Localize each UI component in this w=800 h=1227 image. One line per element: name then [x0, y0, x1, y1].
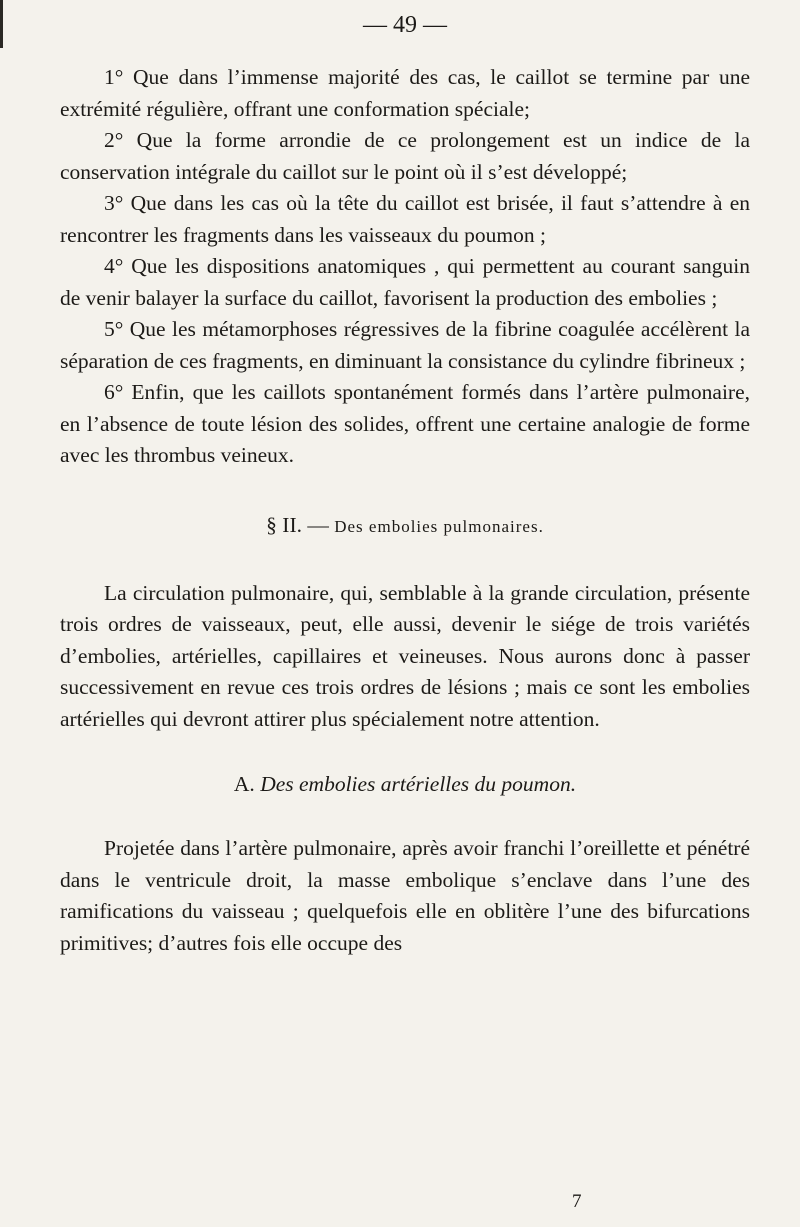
subsection-heading	[60, 769, 750, 799]
binding-edge-line	[0, 0, 3, 48]
subsection-title: Des embolies artérielles du poumon.	[260, 772, 577, 796]
section-heading	[60, 510, 750, 542]
page-number: — 49 —	[363, 12, 447, 38]
section-paragraph: La circulation pulmonaire, qui, semblable à la grande circulation, présente trois ordres de vaisseaux, peut, elle aussi, devenir le siége de trois variétés d’embolies, artérielles, capillaires et veineuses. Nous aurons donc à passer successivement en revue ces trois ordres de lésions ; mais ce sont les embolies artérielles qui devront attirer plus spécialement notre attention.	[60, 580, 750, 731]
book-page	[60, 10, 750, 959]
signature-mark: 7	[572, 1191, 582, 1212]
list-item-6: 6° Enfin, que les caillots spontanément formés dans l’artère pulmonaire, en l’absence de toute lésion des solides, offrent une certaine analogie de forme avec les thrombus veineux.	[60, 380, 750, 467]
list-item-5: 5° Que les métamorphoses régressives de la fibrine coagulée accélèrent la séparation de ces fragments, en diminuant la consistance du cylindre fibrineux ;	[60, 317, 750, 373]
list-item-1: 1° Que dans l’immense majorité des cas, le caillot se termine par une extrémité régulière, offrant une conformation spéciale;	[60, 65, 750, 121]
list-item-2: 2° Que la forme arrondie de ce prolongement est un indice de la conservation intégrale du caillot sur le point où il s’est développé;	[60, 128, 750, 184]
subsection-letter: A.	[233, 772, 261, 796]
list-item-4: 4° Que les dispositions anatomiques , qui permettent au courant sanguin de venir balayer la surface du caillot, favorisent la production des embolies ;	[60, 254, 750, 310]
section-number: § II. —	[266, 512, 335, 537]
list-item-3: 3° Que dans les cas où la tête du caillot est brisée, il faut s’attendre à en rencontrer les fragments dans les vaisseaux du poumon ;	[60, 191, 750, 247]
section-title: Des embolies pulmonaires.	[334, 516, 544, 536]
subsection-paragraph: Projetée dans l’artère pulmonaire, après avoir franchi l’oreillette et pénétré dans le ventricule droit, la masse embolique s’enclave dans l’une des ramifications du vaisseau ; quelquefois elle en oblitère l’une des bifurcations primitives; d’autres fois elle occupe des	[60, 836, 750, 955]
